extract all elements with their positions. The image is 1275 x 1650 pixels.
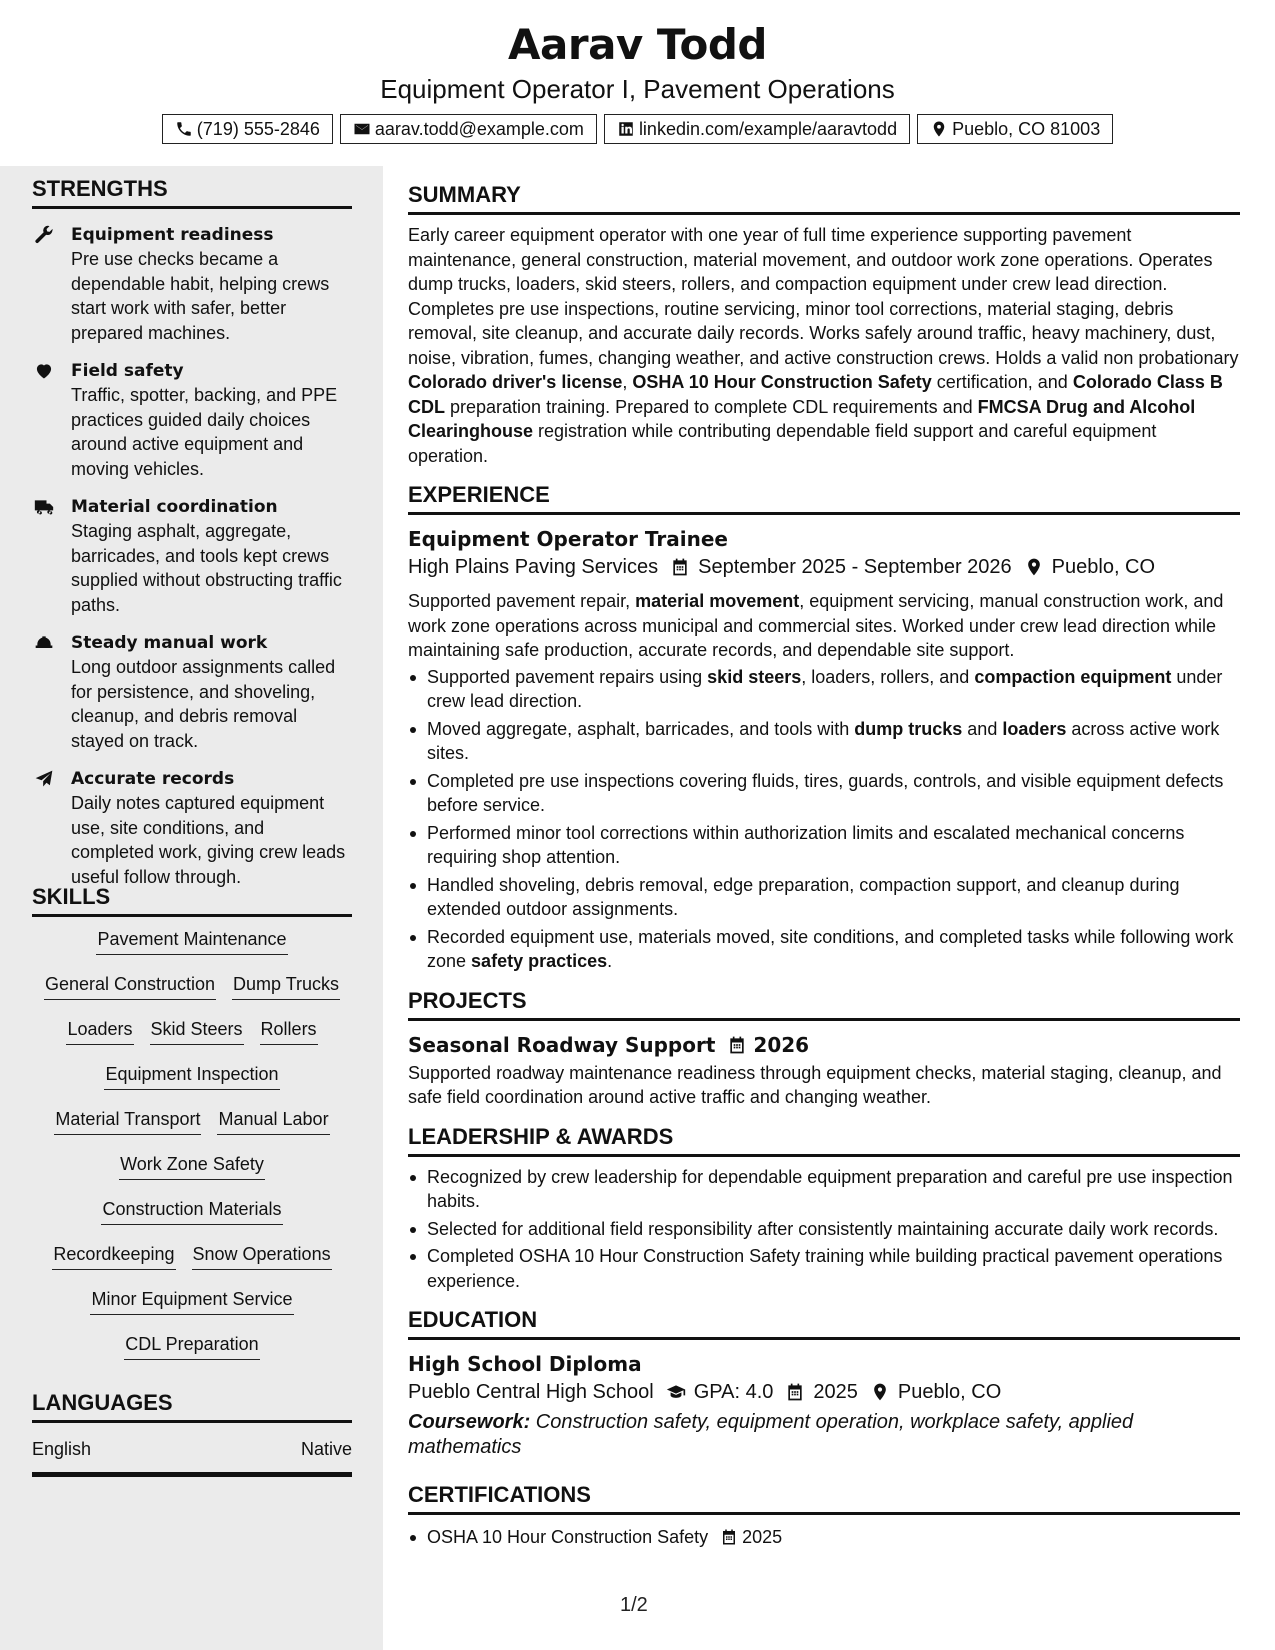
skill-row <box>32 972 352 1017</box>
text-run: , <box>622 372 633 392</box>
certifications-heading: CERTIFICATIONS <box>408 1482 1240 1515</box>
skill-tag: Minor Equipment Service <box>90 1287 293 1315</box>
gpa: GPA: 4.0 <box>693 1381 774 1403</box>
list-item <box>408 1525 1240 1550</box>
calendar-icon <box>720 1528 738 1546</box>
job-bullets <box>408 665 1240 974</box>
list-item <box>408 717 1240 766</box>
certifications-list <box>408 1525 1240 1550</box>
job-intro <box>408 589 1240 663</box>
text-run: certification, and <box>931 372 1073 392</box>
map-pin-icon <box>870 1382 890 1402</box>
strength-desc: Daily notes captured equipment use, site conditions, and completed work, giving crew leads useful follow through. <box>71 793 346 887</box>
text-run: , loaders, rollers, and <box>801 666 975 687</box>
calendar-icon <box>670 557 690 577</box>
text-run: Handled shoveling, debris removal, edge preparation, compaction support, and cleanup during extended outdoor assignments. <box>427 874 1180 919</box>
phone-icon <box>175 120 193 138</box>
certification-row <box>427 1525 1240 1550</box>
main-content <box>408 166 1240 1553</box>
language-level: Native <box>300 1439 352 1459</box>
contact-bar <box>0 114 1275 144</box>
bold-text: material movement <box>635 591 800 611</box>
summary-text <box>408 223 1240 468</box>
skill-tag: Dump Trucks <box>232 972 340 1000</box>
strength-item <box>32 767 352 889</box>
education-heading: EDUCATION <box>408 1307 1240 1340</box>
calendar-icon <box>727 1035 747 1055</box>
location-contact <box>917 114 1113 144</box>
skill-row <box>32 927 352 972</box>
calendar-icon <box>785 1382 805 1402</box>
coursework-label: Coursework: <box>408 1411 531 1433</box>
strength-item <box>32 223 352 345</box>
skills-heading: SKILLS <box>32 884 352 917</box>
job-company: High Plains Paving Services <box>408 556 659 578</box>
school-name: Pueblo Central High School <box>408 1381 654 1403</box>
certification-name: OSHA 10 Hour Construction Safety <box>427 1527 709 1547</box>
text-run: registration while contributing dependable field support and careful equipment operation. <box>408 421 1157 466</box>
skill-row <box>32 1287 352 1332</box>
list-item: Completed OSHA 10 Hour Construction Safety training while building practical pavement operations experience. <box>408 1244 1240 1293</box>
project-year: 2026 <box>753 1032 810 1057</box>
strength-item <box>32 495 352 617</box>
text-run: Moved aggregate, asphalt, barricades, and tools with <box>427 718 855 739</box>
strength-title: Field safety <box>71 361 184 381</box>
location-text: Pueblo, CO 81003 <box>952 118 1101 139</box>
linkedin-text: linkedin.com/example/aaravtodd <box>638 118 898 139</box>
hard-hat-icon <box>34 633 54 653</box>
skill-row <box>32 1152 352 1197</box>
bold-text: safety practices <box>471 951 608 971</box>
list-item: Recognized by crew leadership for dependable equipment preparation and careful pre use inspection habits. <box>408 1165 1240 1214</box>
phone-text: (719) 555-2846 <box>196 118 320 139</box>
skill-tag: Recordkeeping <box>52 1242 175 1270</box>
bold-text: Colorado Class B CDL <box>408 372 1223 417</box>
education-meta <box>408 1378 1240 1406</box>
list-item <box>408 769 1240 818</box>
leadership-list <box>408 1165 1240 1294</box>
email-contact[interactable] <box>340 114 597 144</box>
job-position: Equipment Operator Trainee <box>408 527 728 551</box>
strength-item <box>32 631 352 753</box>
bold-text: compaction equipment <box>974 666 1172 687</box>
skill-tag: Material Transport <box>54 1107 201 1135</box>
project-desc: Supported roadway maintenance readiness through equipment checks, material staging, cleanup, and safe field coordination around active traffic and changing weather. <box>408 1062 1222 1107</box>
skill-tag: Work Zone Safety <box>119 1152 265 1180</box>
text-run: Supported pavement repair, <box>408 591 636 611</box>
skill-row <box>32 1107 352 1152</box>
summary-heading: SUMMARY <box>408 182 1240 215</box>
skill-row <box>32 1332 352 1377</box>
projects-heading: PROJECTS <box>408 988 1240 1021</box>
strength-desc: Traffic, spotter, backing, and PPE practices guided daily choices around active equipment and moving vehicles. <box>71 385 338 479</box>
sidebar <box>0 166 383 1650</box>
skill-row <box>32 1197 352 1242</box>
skill-tag: CDL Preparation <box>124 1332 259 1360</box>
strength-desc: Pre use checks became a dependable habit, helping crews start work with safer, better prepared machines. <box>71 249 330 343</box>
text-run: Early career equipment operator with one year of full time experience supporting pavement maintenance, general construction, material movement, and outdoor work zone operations. Operates dump trucks, loaders, skid steers, rollers, and compaction equipment under crew lead direction. Completes pre use inspections, routine servicing, minor tool corrections, material staging, debris removal, site cleanup, and accurate daily records. Works safely around traffic, heavy machinery, dust, noise, vibration, fumes, changing weather, and active construction crews. Holds a valid non probationary <box>408 225 1239 368</box>
strength-title: Steady manual work <box>71 633 268 653</box>
job-location: Pueblo, CO <box>1051 556 1156 578</box>
text-run: . <box>607 951 613 971</box>
graduation-cap-icon <box>666 1382 686 1402</box>
text-run: Completed pre use inspections covering fluids, tires, guards, controls, and visible equipment defects before service. <box>427 770 1224 815</box>
bold-text: OSHA 10 Hour Construction Safety <box>632 372 932 392</box>
strength-title: Equipment readiness <box>71 225 274 245</box>
skill-tag: Construction Materials <box>101 1197 282 1225</box>
skill-tag: Snow Operations <box>192 1242 332 1270</box>
skill-tag: Equipment Inspection <box>104 1062 279 1090</box>
experience-heading: EXPERIENCE <box>408 482 1240 515</box>
bold-text: skid steers <box>707 666 802 687</box>
language-row <box>32 1439 352 1477</box>
skill-row <box>32 1017 352 1062</box>
list-item: Selected for additional field responsibility after consistently maintaining accurate daily work records. <box>408 1217 1240 1242</box>
strengths-heading: STRENGTHS <box>32 176 352 209</box>
list-item <box>408 925 1240 974</box>
email-text: aarav.todd@example.com <box>374 118 584 139</box>
page-number: 1/2 <box>620 1594 648 1616</box>
envelope-icon <box>353 120 371 138</box>
skill-tag: General Construction <box>44 972 216 1000</box>
linkedin-contact[interactable] <box>604 114 910 144</box>
skill-tag: Rollers <box>260 1017 318 1045</box>
languages-heading: LANGUAGES <box>32 1390 352 1423</box>
heart-icon <box>34 361 54 381</box>
skill-tag: Skid Steers <box>150 1017 244 1045</box>
text-run: and <box>962 718 1003 739</box>
strength-item <box>32 359 352 481</box>
job-meta <box>408 553 1240 581</box>
text-run: Recorded equipment use, materials moved, site conditions, and completed tasks while following work zone <box>427 926 1234 971</box>
strength-title: Accurate records <box>71 769 235 789</box>
strength-desc: Staging asphalt, aggregate, barricades, and tools kept crews supplied without obstructing traffic paths. <box>71 521 342 615</box>
job-dates: September 2025 - September 2026 <box>698 556 1012 578</box>
coursework-text: Construction safety, equipment operation, workplace safety, applied mathematics <box>408 1411 1134 1458</box>
school-location: Pueblo, CO <box>897 1381 1002 1403</box>
strength-title: Material coordination <box>71 497 278 517</box>
text-run: , equipment servicing, manual construction work, and work zone operations across municipal and commercial sites. Worked under crew lead direction while maintaining safe production, accurate records, and dependable site support. <box>408 591 1224 660</box>
list-item <box>408 873 1240 922</box>
skill-tag: Pavement Maintenance <box>96 927 287 955</box>
skill-tag: Loaders <box>66 1017 133 1045</box>
language-name: English <box>32 1439 92 1459</box>
bold-text: Colorado driver's license <box>408 372 623 392</box>
degree: High School Diploma <box>408 1352 642 1376</box>
text-run: under crew lead direction. <box>427 666 1223 711</box>
graduation-year: 2025 <box>813 1381 858 1403</box>
skill-row <box>32 1062 352 1107</box>
list-item <box>408 821 1240 870</box>
job-title: Equipment Operator I, Pavement Operations <box>380 74 895 104</box>
text-run: Supported pavement repairs using <box>427 666 708 687</box>
project-title-row <box>408 1031 1240 1059</box>
strengths-section <box>32 176 352 889</box>
linkedin-icon <box>617 120 635 138</box>
languages-section <box>32 1390 352 1477</box>
certification-year: 2025 <box>742 1527 783 1547</box>
skill-tag: Manual Labor <box>217 1107 329 1135</box>
candidate-name: Aarav Todd <box>508 20 767 69</box>
text-run: preparation training. Prepared to complete CDL requirements and <box>445 396 978 417</box>
project-title: Seasonal Roadway Support <box>408 1032 716 1057</box>
text-run: Performed minor tool corrections within authorization limits and escalated mechanical concerns requiring shop attention. <box>427 822 1185 867</box>
list-item <box>408 665 1240 714</box>
coursework <box>408 1410 1240 1460</box>
map-pin-icon <box>1024 557 1044 577</box>
skills-list <box>32 927 352 1377</box>
bold-text: loaders <box>1002 718 1067 739</box>
truck-icon <box>34 497 54 517</box>
strength-desc: Long outdoor assignments called for persistence, and shoveling, cleanup, and debris removal stayed on track. <box>71 657 336 751</box>
phone-contact[interactable] <box>162 114 333 144</box>
bold-text: FMCSA Drug and Alcohol Clearinghouse <box>408 396 1196 441</box>
paper-plane-icon <box>34 769 54 789</box>
leadership-heading: LEADERSHIP & AWARDS <box>408 1124 1240 1157</box>
skills-section <box>32 884 352 1377</box>
skill-row <box>32 1242 352 1287</box>
wrench-icon <box>34 225 54 245</box>
map-pin-icon <box>930 120 948 138</box>
text-run: across active work sites. <box>427 718 1220 763</box>
bold-text: dump trucks <box>854 718 963 739</box>
